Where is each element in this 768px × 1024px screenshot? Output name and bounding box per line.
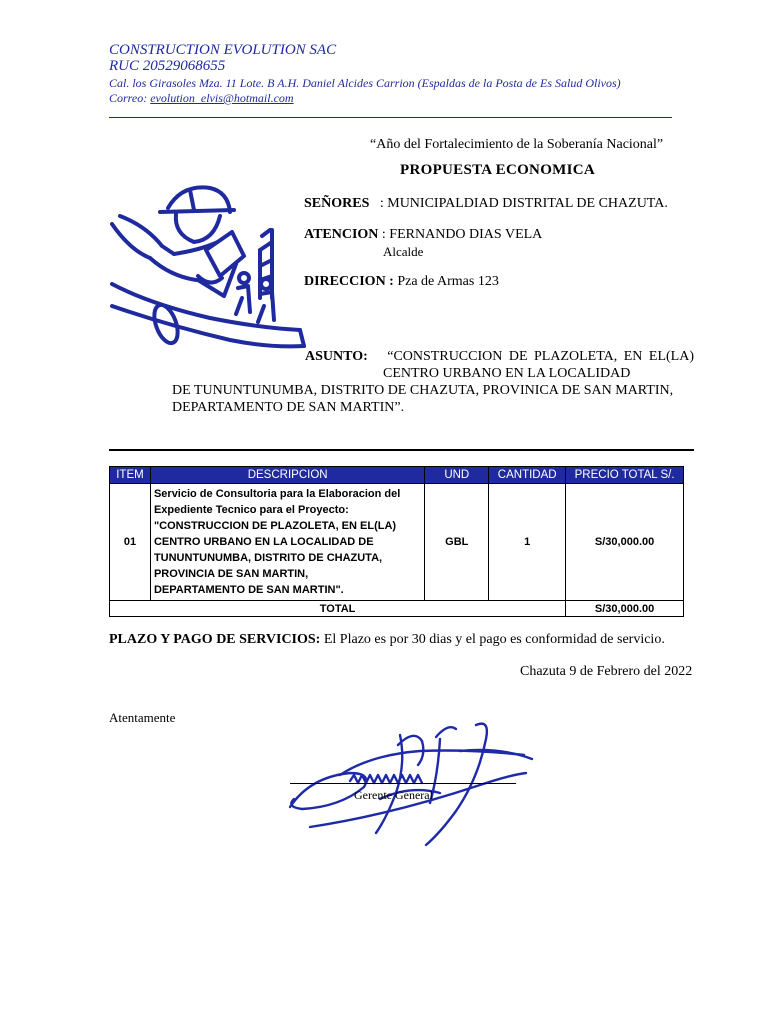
total-row (110, 601, 684, 617)
company-address: Cal. los Girasoles Mza. 11 Lote. B A.H. Daniel Alcides Carrion (Espaldas de la Posta de Es Salud Olivos) (109, 76, 621, 90)
senores-row (304, 196, 668, 212)
email-label: Correo: (109, 91, 151, 105)
budget-table (109, 466, 684, 617)
header-divider (109, 117, 672, 118)
engineer-logo-icon (110, 180, 310, 355)
cell-item: 01 (110, 484, 151, 601)
signature-line (290, 783, 516, 784)
year-motto: “Año del Fortalecimiento de la Soberanía Nacional” (370, 137, 664, 152)
desc-line: Expediente Tecnico para el Proyecto: (153, 504, 349, 516)
header-item: ITEM (110, 467, 151, 484)
header-precio: PRECIO TOTAL S/. (566, 467, 684, 484)
document-title: PROPUESTA ECONOMICA (400, 162, 596, 178)
plazo-row (109, 632, 665, 648)
atencion-value: : FERNANDO DIAS VELA (381, 227, 543, 242)
asunto-line-2: CENTRO URBANO EN LA LOCALIDAD (383, 366, 631, 381)
desc-line: DEPARTAMENTO DE SAN MARTIN". (153, 584, 344, 596)
asunto-line-1 (305, 348, 694, 365)
closing-text: Atentamente (109, 710, 176, 725)
email-link[interactable]: evolution_elvis@hotmail.com (150, 91, 294, 105)
cell-descripcion (150, 484, 424, 601)
direccion-label: DIRECCION : (304, 274, 394, 289)
table-row (110, 484, 684, 601)
cell-und: GBL (425, 484, 489, 601)
cell-cantidad: 1 (489, 484, 566, 601)
senores-value: : MUNICIPALDIAD DISTRITAL DE CHAZUTA. (379, 196, 668, 211)
direccion-value: Pza de Armas 123 (397, 274, 499, 289)
atencion-label: ATENCION (304, 227, 379, 242)
company-name: CONSTRUCTION EVOLUTION SAC (109, 42, 337, 58)
header-cantidad: CANTIDAD (489, 467, 566, 484)
asunto-line-4: DEPARTAMENTO DE SAN MARTIN”. (172, 400, 405, 415)
signature-icon (280, 715, 550, 855)
direccion-row (304, 274, 499, 290)
header-descripcion: DESCRIPCION (150, 467, 424, 484)
asunto-line-3: DE TUNUNTUNUMBA, DISTRITO DE CHAZUTA, PROVINICA DE SAN MARTIN, (172, 383, 674, 398)
atencion-row (304, 227, 542, 243)
document-date: Chazuta 9 de Febrero del 2022 (520, 664, 693, 679)
plazo-text: El Plazo es por 30 dias y el pago es conformidad de servicio. (320, 632, 665, 647)
desc-line: CENTRO URBANO EN LA LOCALIDAD DE (153, 536, 374, 548)
asunto-block (172, 348, 694, 416)
asunto-text-1: “CONSTRUCCION DE PLAZOLETA, EN EL(LA) (387, 349, 695, 364)
asunto-label: ASUNTO: (305, 349, 368, 364)
header-und: UND (425, 467, 489, 484)
company-email (109, 91, 294, 106)
signer-role: Gerente General (354, 788, 433, 802)
total-label: TOTAL (110, 601, 566, 617)
cell-precio: S/30,000.00 (566, 484, 684, 601)
desc-line: "CONSTRUCCION DE PLAZOLETA, EN EL(LA) (153, 520, 397, 532)
senores-label: SEÑORES (304, 196, 370, 211)
desc-line: Servicio de Consultoria para la Elaboracion del (153, 488, 401, 500)
desc-line: TUNUNTUNUMBA, DISTRITO DE CHAZUTA, (153, 552, 383, 564)
plazo-label: PLAZO Y PAGO DE SERVICIOS: (109, 632, 321, 647)
total-value: S/30,000.00 (566, 601, 684, 617)
section-divider (109, 449, 694, 451)
desc-line: PROVINCIA DE SAN MARTIN, (153, 568, 309, 580)
table-header-row (110, 467, 684, 484)
company-ruc: RUC 20529068655 (109, 58, 226, 74)
atencion-role: Alcalde (383, 244, 424, 259)
